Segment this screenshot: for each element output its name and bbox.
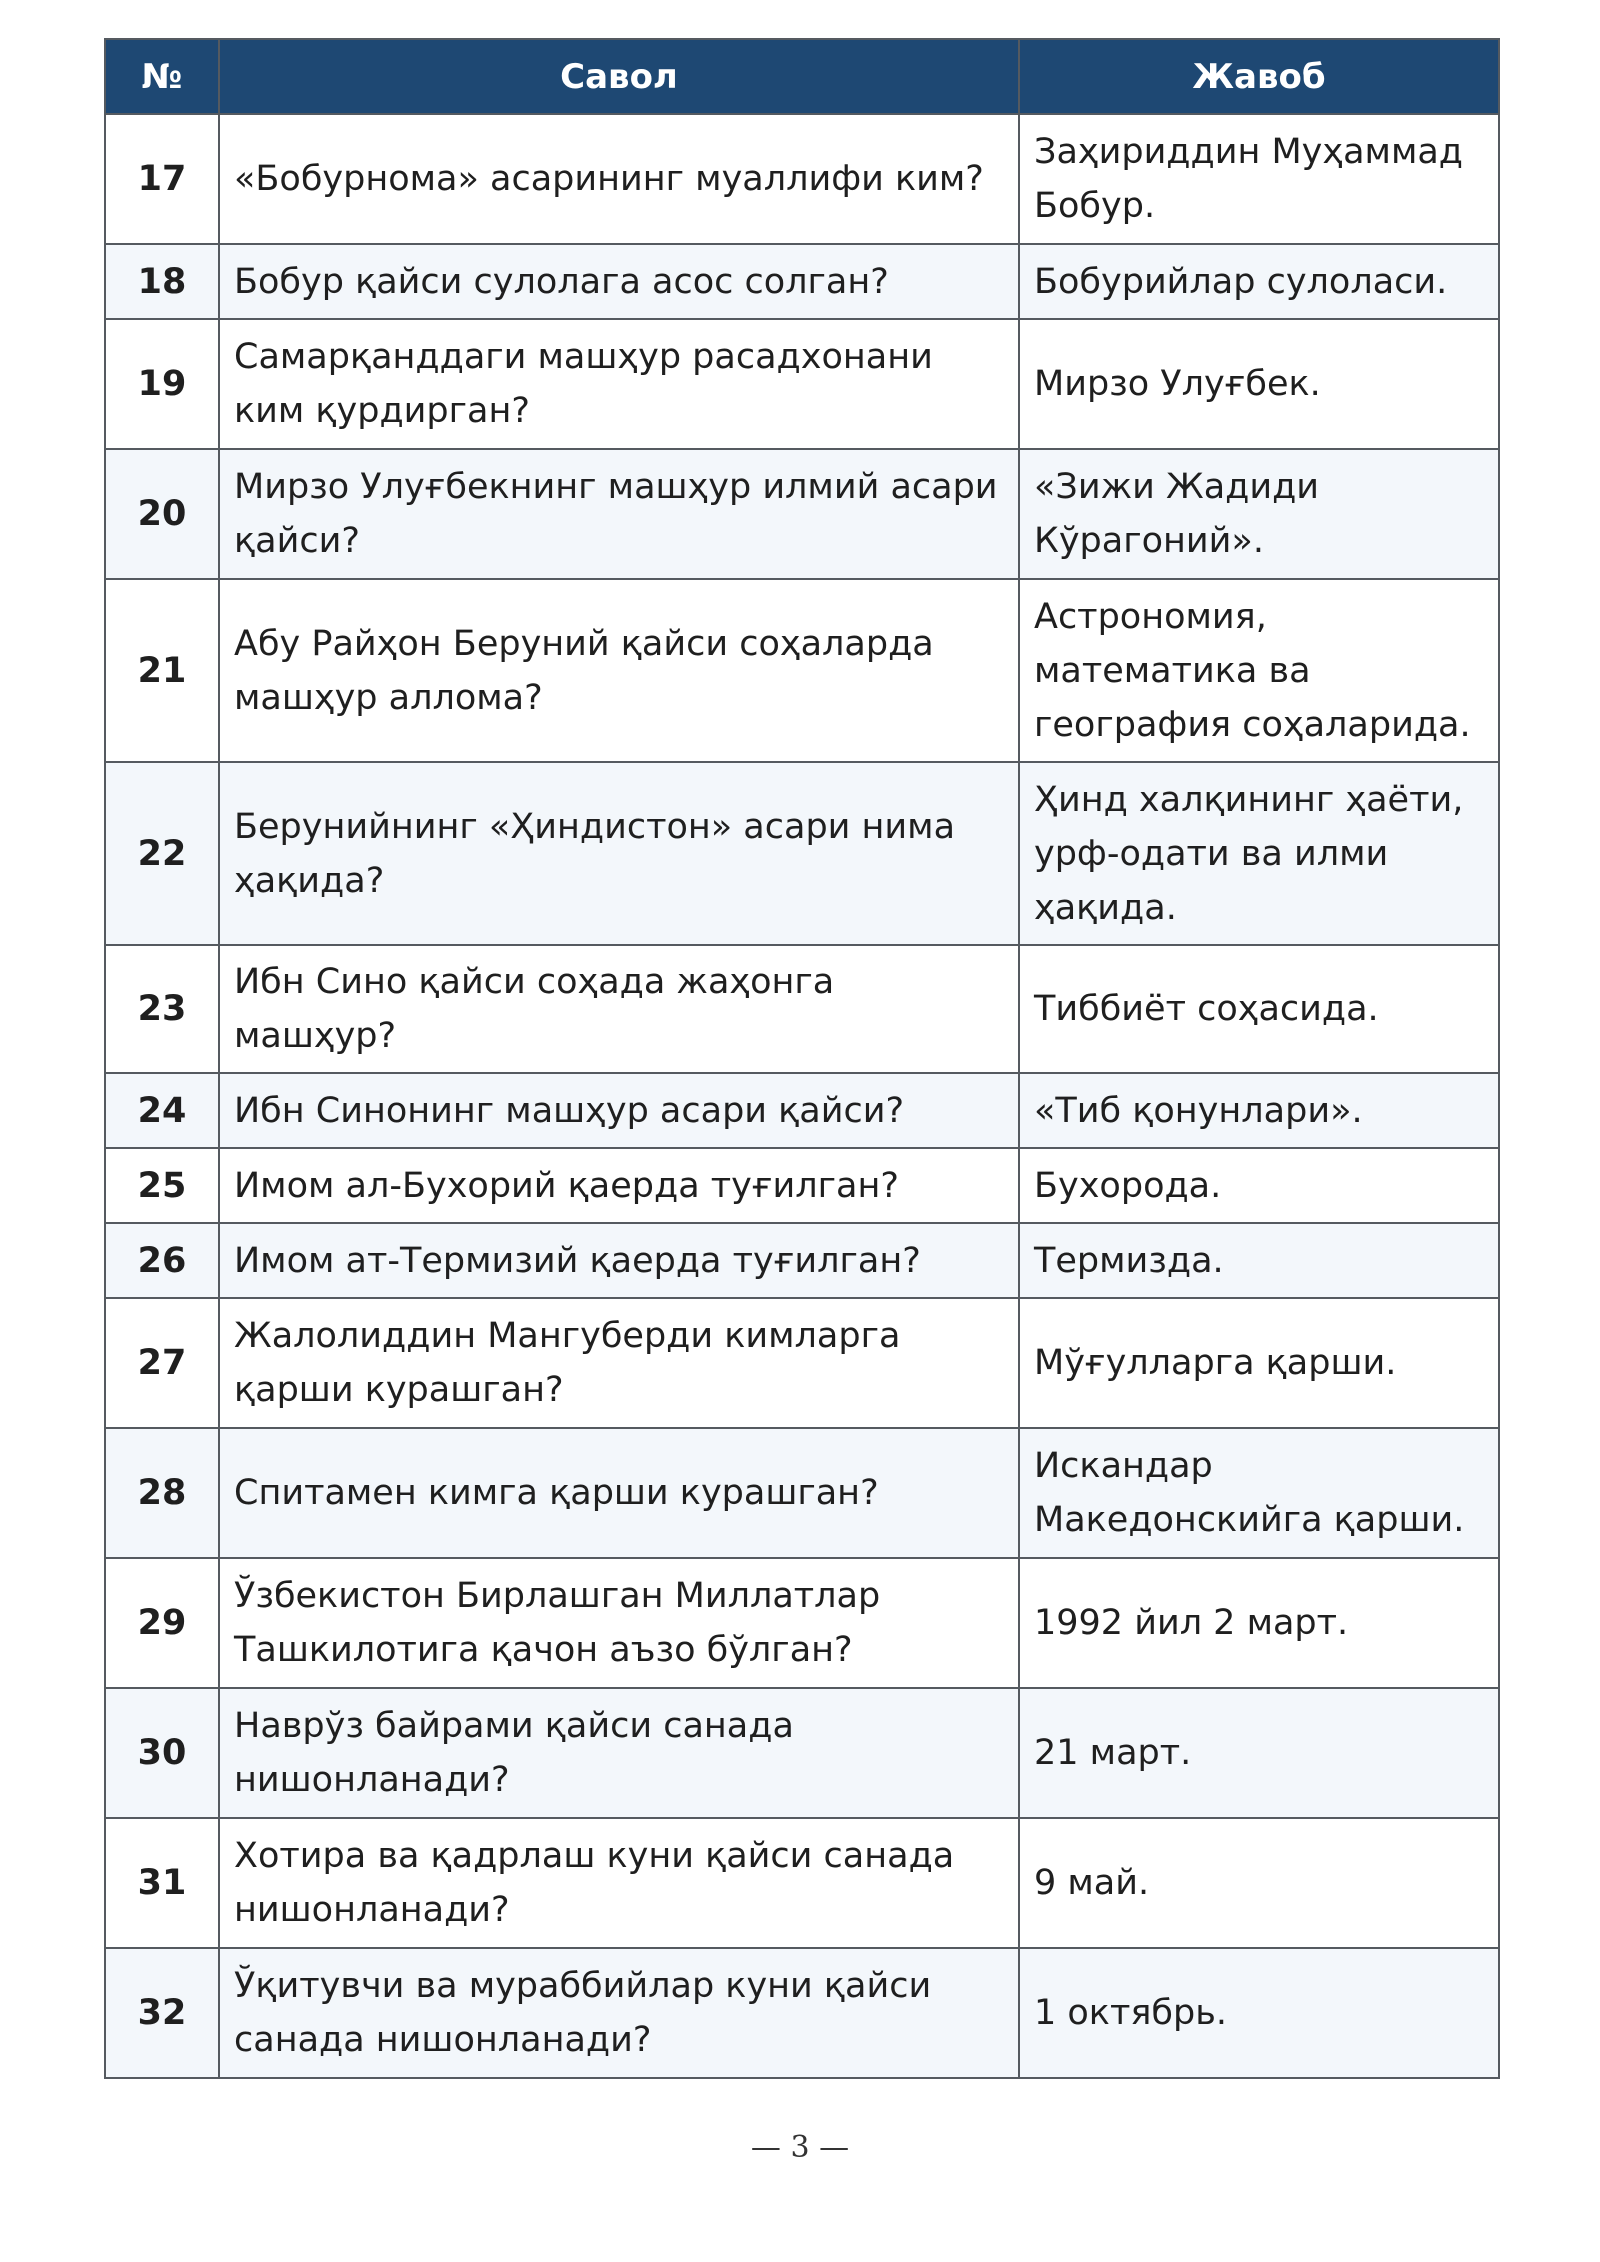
row-answer: 1992 йил 2 март. [1019,1558,1499,1688]
table-row [105,449,1499,579]
row-number: 17 [105,114,219,244]
row-number: 25 [105,1148,219,1223]
row-question: Ўқитувчи ва мураббийлар куни қайси санада нишонланади? [219,1948,1019,2078]
row-number: 19 [105,319,219,449]
row-number: 29 [105,1558,219,1688]
row-question: Бобур қайси сулолага асос солган? [219,244,1019,319]
table-row [105,1073,1499,1148]
table-row [105,1148,1499,1223]
table-body [105,114,1499,2078]
row-answer: Заҳириддин Муҳаммад Бобур. [1019,114,1499,244]
row-answer: Мирзо Улуғбек. [1019,319,1499,449]
row-number: 23 [105,945,219,1073]
table-row [105,1688,1499,1818]
table-row [105,945,1499,1073]
row-question: Спитамен кимга қарши курашган? [219,1428,1019,1558]
row-question: Ўзбекистон Бирлашган Миллатлар Ташкилотига қачон аъзо бўлган? [219,1558,1019,1688]
row-number: 28 [105,1428,219,1558]
row-answer: Бобурийлар сулоласи. [1019,244,1499,319]
table-row [105,762,1499,945]
row-number: 27 [105,1298,219,1428]
row-question: Абу Райҳон Беруний қайси соҳаларда машҳур аллома? [219,579,1019,762]
header-row [105,39,1499,114]
row-question: Наврўз байрами қайси санада нишонланади? [219,1688,1019,1818]
row-question: «Бобурнома» асарининг муаллифи ким? [219,114,1019,244]
row-answer: 21 март. [1019,1688,1499,1818]
row-question: Ибн Сино қайси соҳада жаҳонга машҳур? [219,945,1019,1073]
row-answer: «Тиб қонунлари». [1019,1073,1499,1148]
row-question: Имом ал-Бухорий қаерда туғилган? [219,1148,1019,1223]
row-number: 20 [105,449,219,579]
row-answer: Мўғулларга қарши. [1019,1298,1499,1428]
row-answer: «Зижи Жадиди Кўрагоний». [1019,449,1499,579]
table-row [105,114,1499,244]
row-number: 31 [105,1818,219,1948]
row-number: 26 [105,1223,219,1298]
row-question: Ибн Синонинг машҳур асари қайси? [219,1073,1019,1148]
table-row [105,1948,1499,2078]
row-answer: Ҳинд халқининг ҳаёти, урф-одати ва илми ҳақида. [1019,762,1499,945]
header-answer: Жавоб [1019,39,1499,114]
table-row [105,1428,1499,1558]
row-number: 18 [105,244,219,319]
row-number: 32 [105,1948,219,2078]
row-question: Мирзо Улуғбекнинг машҳур илмий асари қайси? [219,449,1019,579]
row-question: Самарқанддаги машҳур расадхонани ким қурдирган? [219,319,1019,449]
row-answer: Тиббиёт соҳасида. [1019,945,1499,1073]
page-number: — 3 — [750,2130,850,2165]
table-row [105,244,1499,319]
header-question: Савол [219,39,1019,114]
row-number: 21 [105,579,219,762]
table-header [105,39,1499,114]
table-row [105,579,1499,762]
row-question: Берунийнинг «Ҳиндистон» асари нима ҳақида? [219,762,1019,945]
table-row [105,1558,1499,1688]
row-number: 30 [105,1688,219,1818]
row-question: Хотира ва қадрлаш куни қайси санада нишонланади? [219,1818,1019,1948]
row-question: Жалолиддин Мангуберди кимларга қарши курашган? [219,1298,1019,1428]
row-answer: Бухорода. [1019,1148,1499,1223]
table-row [105,1298,1499,1428]
row-answer: Искандар Македонскийга қарши. [1019,1428,1499,1558]
table-row [105,1223,1499,1298]
row-answer: Астрономия, математика ва география соҳаларида. [1019,579,1499,762]
row-number: 22 [105,762,219,945]
table-row [105,1818,1499,1948]
row-answer: 1 октябрь. [1019,1948,1499,2078]
header-number: № [105,39,219,114]
row-answer: Термизда. [1019,1223,1499,1298]
table-row [105,319,1499,449]
row-answer: 9 май. [1019,1818,1499,1948]
row-number: 24 [105,1073,219,1148]
row-question: Имом ат-Термизий қаерда туғилган? [219,1223,1019,1298]
qa-table [104,38,1500,2079]
